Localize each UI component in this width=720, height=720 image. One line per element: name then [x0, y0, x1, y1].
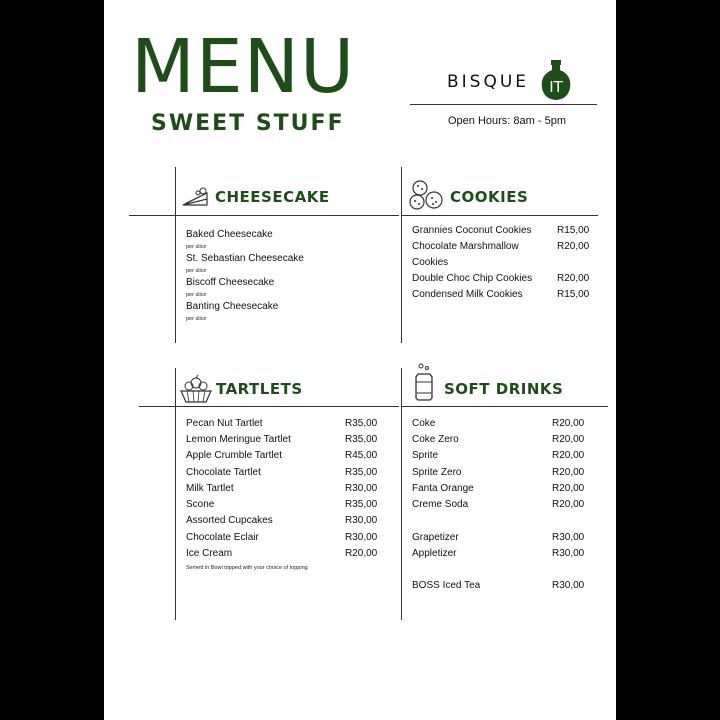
menu-page [104, 0, 616, 720]
list-item: Milk Tartlet [186, 483, 234, 494]
list-item: Appletizer [412, 548, 457, 559]
item-price: R20,00 [552, 499, 585, 510]
open-hours: Open Hours: 8am - 5pm [448, 115, 566, 127]
item-price: R35,00 [345, 418, 378, 429]
list-item: Sprite [412, 450, 439, 461]
cheesecake-list [186, 227, 304, 323]
item-price: R30,00 [552, 532, 585, 543]
vase-logo-icon [538, 58, 574, 102]
ice-cream-note: Served in Bowl topped with your choice of topping [186, 565, 308, 571]
item-price: R15,00 [557, 289, 590, 300]
item-price: R35,00 [345, 434, 378, 445]
page-title: MENU [131, 24, 356, 110]
list-item: Apple Crumble Tartlet [186, 450, 282, 461]
item-price: R20,00 [557, 273, 590, 284]
item-price: R20,00 [552, 483, 585, 494]
item-price: R20,00 [552, 467, 585, 478]
tartlets-divider [139, 406, 399, 407]
list-item-continued: Cookies [412, 257, 449, 268]
list-item: Sprite Zero [412, 467, 462, 478]
cheesecake-divider [129, 215, 399, 216]
list-item: Lemon Meringue Tartlet [186, 434, 291, 445]
list-item: Coke Zero [412, 434, 459, 445]
item-price: R20,00 [557, 241, 590, 252]
item-price: R30,00 [552, 548, 585, 559]
item-price: R20,00 [345, 548, 378, 559]
list-item: Biscoff Cheesecake [186, 277, 275, 288]
item-price: R30,00 [552, 580, 585, 591]
list-item: Coke [412, 418, 436, 429]
tartlet-icon [179, 373, 213, 405]
item-note: per slice [186, 244, 207, 250]
list-item: St. Sebastian Cheesecake [186, 253, 304, 264]
top-center-rule [401, 167, 402, 343]
cookies-title: COOKIES [450, 188, 529, 206]
item-price: R15,00 [557, 225, 590, 236]
list-item: Grannies Coconut Cookies [412, 225, 532, 236]
cookies-divider [401, 215, 598, 216]
list-item: Grapetizer [412, 532, 459, 543]
item-price: R30,00 [345, 532, 378, 543]
list-item: Fanta Orange [412, 483, 474, 494]
bottom-center-rule [401, 368, 402, 620]
brand-suffix: IT [549, 78, 563, 96]
list-item: Baked Cheesecake [186, 229, 273, 240]
tartlets-title: TARTLETS [216, 380, 303, 398]
bottom-left-rule [175, 368, 176, 620]
list-item: Ice Cream [186, 548, 233, 559]
list-item: Banting Cheesecake [186, 301, 279, 312]
list-item: Chocolate Tartlet [186, 467, 261, 478]
item-price: R20,00 [552, 434, 585, 445]
drinks-divider [401, 406, 608, 407]
list-item: Condensed Milk Cookies [412, 289, 523, 300]
list-item: Assorted Cupcakes [186, 515, 273, 526]
list-item: Double Choc Chip Cookies [412, 273, 533, 284]
item-note: per slice [186, 316, 207, 322]
item-price: R20,00 [552, 418, 585, 429]
cheesecake-icon [181, 183, 211, 211]
cookies-icon [409, 179, 445, 211]
list-item: Chocolate Eclair [186, 532, 259, 543]
list-item: Scone [186, 499, 215, 510]
list-item: Creme Soda [412, 499, 469, 510]
item-price: R35,00 [345, 467, 378, 478]
brand-name: BISQUE [447, 72, 530, 92]
item-note: per slice [186, 292, 207, 298]
top-left-rule [175, 167, 176, 343]
list-item: Chocolate Marshmallow [412, 241, 519, 252]
cheesecake-title: CHEESECAKE [215, 188, 330, 206]
soft-drinks-title: SOFT DRINKS [444, 380, 564, 398]
item-price: R30,00 [345, 483, 378, 494]
list-item: Pecan Nut Tartlet [186, 418, 263, 429]
item-note: per slice [186, 268, 207, 274]
page-subtitle: SWEET STUFF [151, 111, 345, 136]
soda-can-icon [412, 362, 436, 402]
list-item: BOSS Iced Tea [412, 580, 481, 591]
brand-divider [410, 104, 597, 105]
item-price: R35,00 [345, 499, 378, 510]
item-price: R20,00 [552, 450, 585, 461]
item-price: R45,00 [345, 450, 378, 461]
item-price: R30,00 [345, 515, 378, 526]
